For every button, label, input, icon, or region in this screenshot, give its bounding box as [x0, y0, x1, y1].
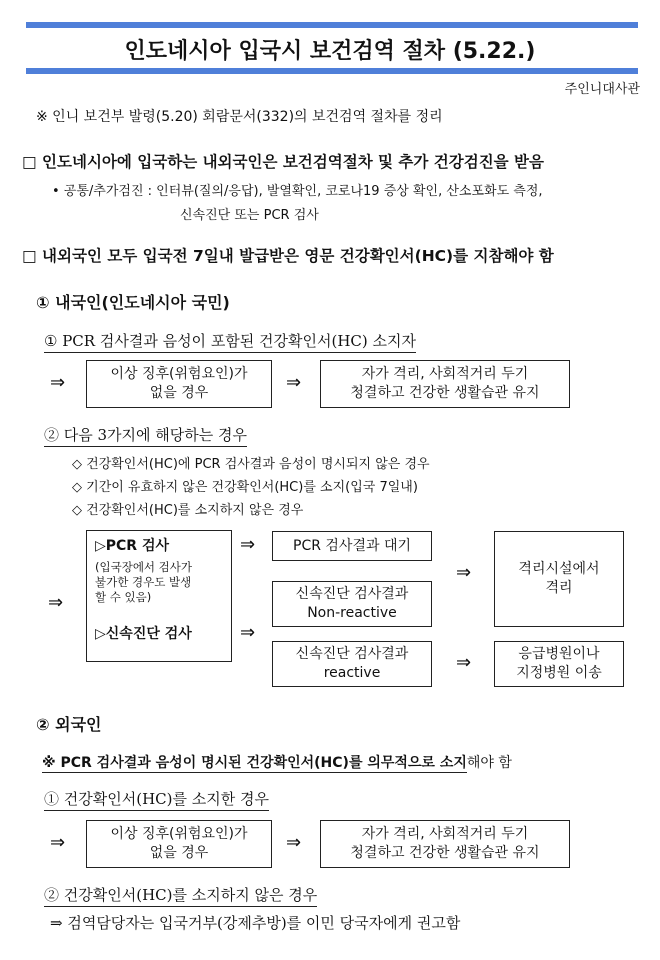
title-bar-top: [26, 22, 638, 28]
arrow-icon: ⇒: [50, 832, 66, 853]
foreign-note-bold: ※ PCR 검사결과 음성이 명시된 건강확인서(HC)를 의무적으로 소지: [42, 755, 467, 771]
domestic-case2-item: ◇ 기간이 유효하지 않은 건강확인서(HC)를 소지(입국 7일내): [72, 480, 418, 495]
domestic-case2-title: ② 다음 3가지에 해당하는 경우: [44, 424, 247, 447]
reactive-box: [272, 641, 432, 687]
pcr-test-label: ▷PCR 검사: [95, 538, 170, 554]
box-line: 격리시설에서: [518, 561, 600, 577]
box-line: Non-reactive: [307, 605, 397, 621]
box-line: 자가 격리, 사회적거리 두기: [361, 826, 529, 842]
foreign-case2-result: ⇒ 검역담당자는 입국거부(강제추방)를 이민 당국자에게 권고함: [50, 914, 461, 932]
domestic-heading: ① 내국인(인도네시아 국민): [36, 293, 230, 312]
foreign-case2-title: ② 건강확인서(HC)를 소지하지 않은 경우: [44, 884, 317, 907]
box-line: 격리: [545, 580, 573, 596]
domestic-case2-item: ◇ 건강확인서(HC)에 PCR 검사결과 음성이 명시되지 않은 경우: [72, 457, 430, 472]
arrow-icon: ⇒: [286, 832, 302, 853]
box-line: 없을 경우: [149, 385, 209, 401]
box-line: reactive: [323, 665, 381, 681]
arrow-icon: ⇒: [240, 622, 256, 643]
arrow-icon: ⇒: [48, 592, 64, 613]
rapid-test-label: ▷신속진단 검사: [95, 626, 192, 642]
section1-bullet: • 공통/추가검진 : 인터뷰(질의/응답), 발열확인, 코로나19 증상 확인, 산소포화도 측정,: [52, 184, 543, 199]
box-line: PCR 검사결과 대기: [293, 537, 411, 554]
hospital-box: [494, 641, 624, 687]
test-type-box: [86, 530, 232, 662]
box-line: 신속진단 검사결과: [295, 646, 409, 662]
intro-note: ※ 인니 보건부 발령(5.20) 회람문서(332)의 보건검역 절차를 정리: [36, 109, 443, 125]
foreign-note: [42, 752, 512, 772]
domestic-case2-item: ◇ 건강확인서(HC)를 소지하지 않은 경우: [72, 503, 304, 518]
domestic-case1-box-a: [86, 360, 272, 408]
box-line: 응급병원이나: [518, 646, 600, 662]
pcr-note-line: 할 수 있음): [95, 590, 152, 604]
foreign-case1-title: ① 건강확인서(HC)를 소지한 경우: [44, 788, 269, 811]
nonreactive-box: [272, 581, 432, 627]
title-bar-bottom: [26, 68, 638, 74]
arrow-icon: ⇒: [456, 652, 472, 673]
pcr-note-line: 불가한 경우도 발생: [95, 575, 192, 589]
box-line: 이상 징후(위험요인)가: [110, 366, 248, 382]
isolation-box: [494, 531, 624, 627]
section1-bullet-cont: 신속진단 또는 PCR 검사: [180, 208, 319, 223]
section2-heading: □ 내외국인 모두 입국전 7일내 발급받은 영문 건강확인서(HC)를 지참해야 함: [22, 247, 554, 265]
domestic-case1-box-b: [320, 360, 570, 408]
box-line: 청결하고 건강한 생활습관 유지: [350, 385, 540, 401]
box-line: 청결하고 건강한 생활습관 유지: [350, 845, 540, 861]
section1-heading: □ 인도네시아에 입국하는 내외국인은 보건검역절차 및 추가 건강검진을 받음: [22, 153, 544, 171]
box-line: 자가 격리, 사회적거리 두기: [361, 366, 529, 382]
foreign-case1-box-b: [320, 820, 570, 868]
foreign-note-rest: 해야 함: [466, 755, 512, 771]
box-line: 신속진단 검사결과: [295, 586, 409, 602]
pcr-note-line: (입국장에서 검사가: [95, 560, 193, 574]
domestic-case1-title: ① PCR 검사결과 음성이 포함된 건강확인서(HC) 소지자: [44, 330, 416, 353]
source-label: 주인니대사관: [564, 82, 640, 97]
box-line: 없을 경우: [149, 845, 209, 861]
foreign-case1-box-a: [86, 820, 272, 868]
page-title: 인도네시아 입국시 보건검역 절차 (5.22.): [124, 39, 536, 64]
arrow-icon: ⇒: [456, 562, 472, 583]
foreign-heading: ② 외국인: [36, 715, 102, 734]
box-line: 이상 징후(위험요인)가: [110, 826, 248, 842]
arrow-icon: ⇒: [50, 372, 66, 393]
box-line: 지정병원 이송: [516, 665, 602, 681]
arrow-icon: ⇒: [286, 372, 302, 393]
pcr-wait-box: [272, 531, 432, 561]
arrow-icon: ⇒: [240, 534, 256, 555]
